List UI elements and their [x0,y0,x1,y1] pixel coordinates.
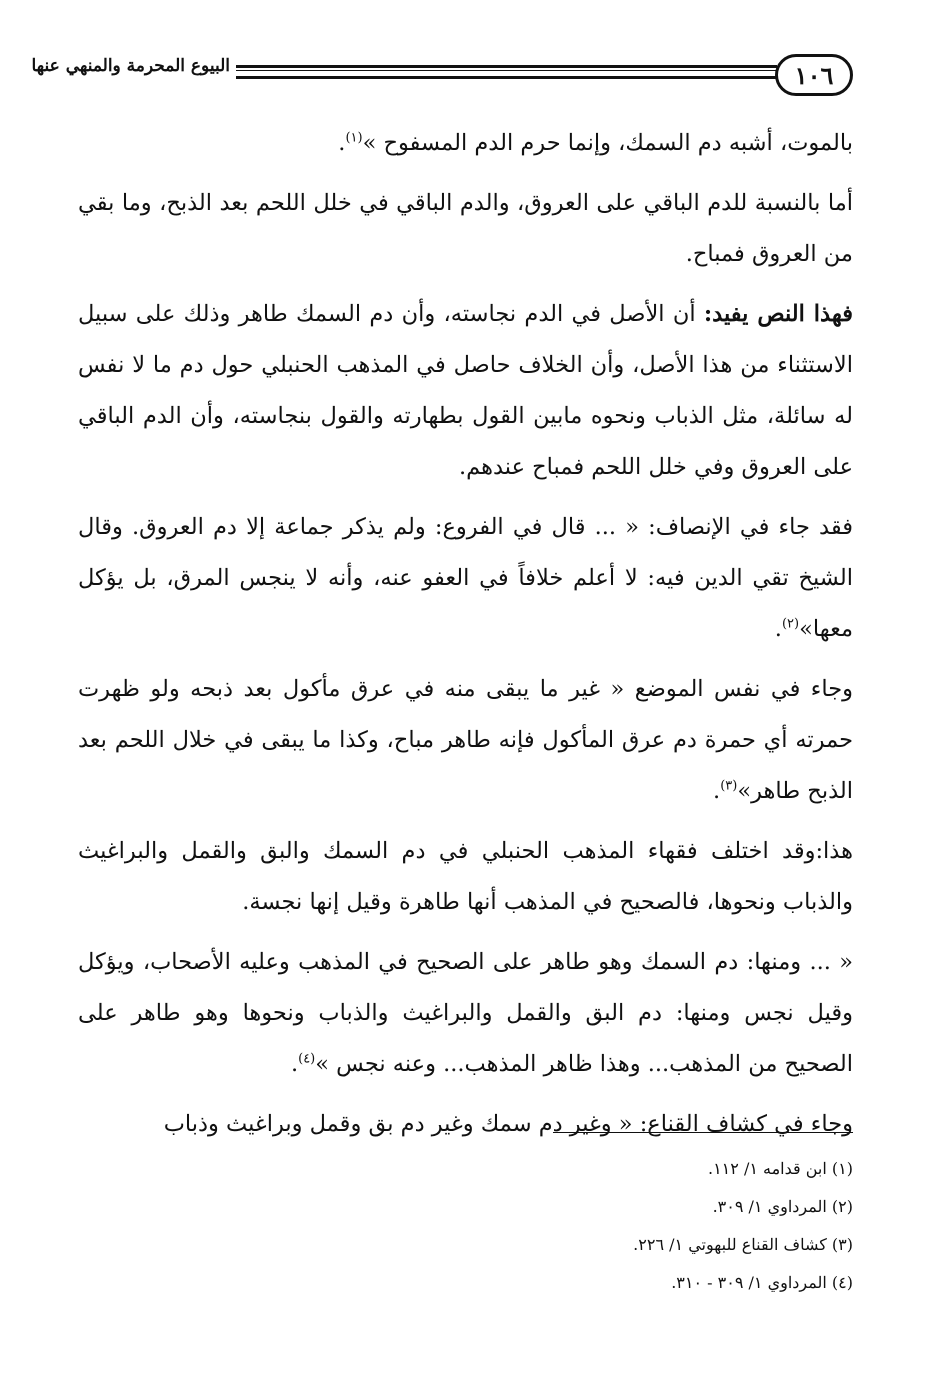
paragraph-end: . [713,778,721,804]
page-number: ١٠٦ [794,60,834,90]
footnote: (٢) المرداوي ١/ ٣٠٩. [712,1197,853,1216]
paragraph-text: فقد جاء في الإنصاف: « ... قال في الفروع: ولم يذكر جماعة إلا دم العروق. وقال الشيخ تقي الدين فيه: لا أعلم خلافاً في العفو عنه، وأنه لا ينجس المرق، بل يؤكل معها» [78,514,853,642]
paragraph [78,289,853,493]
paragraph-text: وجاء في نفس الموضع « غير ما يبقى منه في عرق مأكول بعد ذبحه ولو ظهرت حمرته أي حمرة دم عرق المأكول فإنه طاهر مباح، وكذا ما يبقى في خلال اللحم بعد الذبح طاهر» [78,676,853,804]
paragraph [78,937,853,1090]
paragraph-text: بالموت، أشبه دم السمك، وإنما حرم الدم المسفوح » [362,130,853,156]
footnote-ref[interactable]: (٣) [720,778,738,794]
footnote: (١) ابن قدامه ١/ ١١٢. [707,1159,853,1178]
footnote: (٣) كشاف القناع للبهوتي ١/ ٢٢٦. [633,1235,853,1254]
paragraph-lead: فهذا النص يفيد: [703,301,853,327]
footnote: (٤) المرداوي ١/ ٣٠٩ - ٣١٠. [671,1273,853,1292]
footnote-divider [553,1132,853,1133]
paragraph: هذا:وقد اختلف فقهاء المذهب الحنبلي في دم السمك والبق والقمل والبراغيث والذباب ونحوها، فالصحيح في المذهب أنها طاهرة وقيل إنها نجسة. [78,838,853,915]
footnote-ref[interactable]: (٤) [298,1051,316,1067]
page-number-badge [775,54,853,96]
paragraph [78,664,853,817]
main-text [78,118,853,1159]
footnotes [78,1150,853,1302]
page-header [31,52,853,104]
paragraph: أما بالنسبة للدم الباقي على العروق، والدم الباقي في خلل اللحم بعد الذبح، وما بقي من العروق فمباح. [78,190,853,267]
header-rule [236,65,777,79]
paragraph-end: . [774,616,782,642]
footnote-ref[interactable]: (١) [345,130,363,146]
running-title: البيوع المحرمة والمنهي عنها [31,56,230,76]
paragraph: وجاء في كشاف القناع: « وغير دم سمك وغير دم بق وقمل وبراغيث وذباب [163,1111,853,1137]
paragraph [78,118,853,169]
paragraph-end: . [338,130,346,156]
paragraph [78,502,853,655]
paragraph-text: أن الأصل في الدم نجاسته، وأن دم السمك طاهر وذلك على سبيل الاستثناء من هذا الأصل، وأن الخلاف حاصل في المذهب الحنبلي حول دم ما لا نفس له سائلة، مثل الذباب ونحوه مابين القول بطهارته والقول بنجاسته، وأن الدم الباقي على العروق وفي خلل اللحم فمباح عندهم. [78,301,853,480]
footnote-ref[interactable]: (٢) [781,616,800,632]
paragraph-end: . [290,1051,299,1077]
paragraph-text: « ... ومنها: دم السمك وهو طاهر على الصحيح في المذهب وعليه الأصحاب، ويؤكل وقيل نجس ومنها: دم البق والقمل والبراغيث والذباب ونحوها وهو طاهر على الصحيح من المذهب... وهذا ظاهر المذهب... وعنه نجس » [78,949,853,1077]
